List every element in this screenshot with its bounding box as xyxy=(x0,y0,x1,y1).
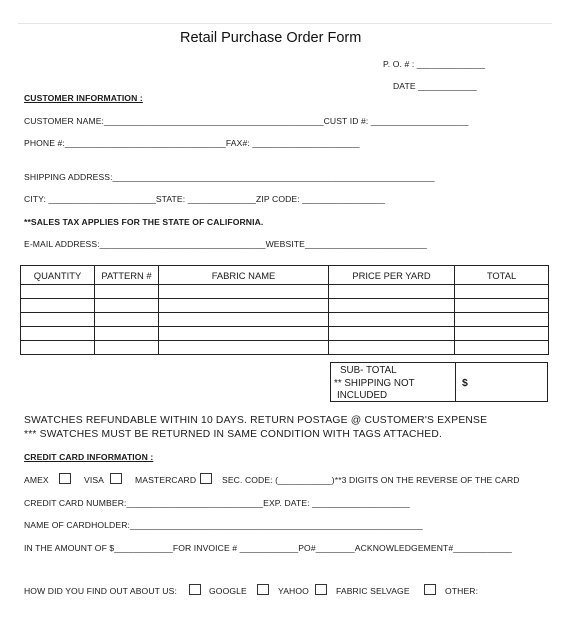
table-row xyxy=(21,313,549,327)
subtotal-label xyxy=(334,365,415,403)
amex-label: AMEX xyxy=(24,475,49,485)
customer-info-heading: CUSTOMER INFORMATION : xyxy=(24,93,143,103)
table-row xyxy=(21,285,549,299)
column-header: QUANTITY xyxy=(21,266,95,285)
po-number-field[interactable]: P. O. # : ______________ xyxy=(383,59,486,69)
mastercard-checkbox[interactable] xyxy=(200,473,212,484)
table-cell[interactable] xyxy=(455,313,549,327)
table-cell[interactable] xyxy=(95,299,159,313)
table-cell[interactable] xyxy=(159,327,329,341)
table-cell[interactable] xyxy=(21,313,95,327)
table-header-row xyxy=(21,266,549,285)
subtotal-box xyxy=(330,362,548,402)
table-cell[interactable] xyxy=(455,341,549,355)
referral-question: HOW DID YOU FIND OUT ABOUT US: xyxy=(24,586,177,596)
column-header: TOTAL xyxy=(455,266,549,285)
table-row xyxy=(21,299,549,313)
table-cell[interactable] xyxy=(21,327,95,341)
subtotal-text: SUB- TOTAL xyxy=(340,365,397,376)
table-row xyxy=(21,327,549,341)
visa-label: VISA xyxy=(84,475,104,485)
visa-checkbox[interactable] xyxy=(110,473,122,484)
yahoo-checkbox[interactable] xyxy=(257,584,269,595)
customer-name-field[interactable]: CUSTOMER NAME:_____________________________________________CUST ID #: ____________________ xyxy=(24,116,469,126)
shipping-note-text: ** SHIPPING NOT xyxy=(334,377,415,389)
subtotal-divider xyxy=(455,363,456,401)
table-cell[interactable] xyxy=(455,327,549,341)
cardholder-name-field[interactable]: NAME OF CARDHOLDER:____________________________________________________________ xyxy=(24,520,423,530)
table-cell[interactable] xyxy=(21,299,95,313)
subtotal-amount[interactable]: $ xyxy=(462,377,468,389)
table-cell[interactable] xyxy=(95,313,159,327)
table-cell[interactable] xyxy=(95,285,159,299)
phone-fax-field[interactable]: PHONE #:_________________________________FAX#: ______________________ xyxy=(24,138,360,148)
table-cell[interactable] xyxy=(159,341,329,355)
table-cell[interactable] xyxy=(95,341,159,355)
refund-note: SWATCHES REFUNDABLE WITHIN 10 DAYS. RETURN POSTAGE @ CUSTOMER'S EXPENSE xyxy=(24,415,488,426)
email-website-field[interactable]: E-MAIL ADDRESS:__________________________________WEBSITE_________________________ xyxy=(24,239,427,249)
security-code-field[interactable]: SEC. CODE: (___________)**3 DIGITS ON THE REVERSE OF THE CARD xyxy=(222,475,520,485)
form-title: Retail Purchase Order Form xyxy=(180,30,362,46)
table-cell[interactable] xyxy=(159,313,329,327)
table-cell[interactable] xyxy=(329,285,455,299)
amount-invoice-field[interactable]: IN THE AMOUNT OF $____________FOR INVOICE # ____________PO#________ACKNOWLEDGEMENT#____________ xyxy=(24,543,512,553)
fabric-selvage-label: FABRIC SELVAGE xyxy=(336,586,410,596)
table-cell[interactable] xyxy=(21,341,95,355)
fabric-selvage-checkbox[interactable] xyxy=(315,584,327,595)
table-cell[interactable] xyxy=(455,285,549,299)
table-cell[interactable] xyxy=(159,299,329,313)
table-cell[interactable] xyxy=(95,327,159,341)
table-cell[interactable] xyxy=(329,327,455,341)
return-condition-note: *** SWATCHES MUST BE RETURNED IN SAME CONDITION WITH TAGS ATTACHED. xyxy=(24,429,443,440)
column-header: FABRIC NAME xyxy=(159,266,329,285)
top-divider xyxy=(18,23,552,24)
yahoo-label: YAHOO xyxy=(278,586,309,596)
other-label: OTHER: xyxy=(445,586,479,596)
google-label: GOOGLE xyxy=(209,586,247,596)
order-items-table xyxy=(20,265,549,355)
shipping-note-text-2: INCLUDED xyxy=(337,390,388,401)
city-state-zip-field[interactable]: CITY: ______________________STATE: ______________ZIP CODE: _________________ xyxy=(24,194,386,204)
column-header: PRICE PER YARD xyxy=(329,266,455,285)
google-checkbox[interactable] xyxy=(189,584,201,595)
mastercard-label: MASTERCARD xyxy=(135,475,197,485)
table-cell[interactable] xyxy=(21,285,95,299)
date-field[interactable]: DATE ____________ xyxy=(393,81,477,91)
table-cell[interactable] xyxy=(329,313,455,327)
column-header: PATTERN # xyxy=(95,266,159,285)
table-cell[interactable] xyxy=(455,299,549,313)
table-cell[interactable] xyxy=(329,299,455,313)
sales-tax-note: **SALES TAX APPLIES FOR THE STATE OF CALIFORNIA. xyxy=(24,217,264,227)
amex-checkbox[interactable] xyxy=(59,473,71,484)
table-cell[interactable] xyxy=(159,285,329,299)
table-cell[interactable] xyxy=(329,341,455,355)
credit-card-heading: CREDIT CARD INFORMATION : xyxy=(24,452,154,462)
table-row xyxy=(21,341,549,355)
card-number-field[interactable]: CREDIT CARD NUMBER:____________________________EXP. DATE: ____________________ xyxy=(24,498,410,508)
shipping-address-field[interactable]: SHIPPING ADDRESS:__________________________________________________________________ xyxy=(24,172,435,182)
other-checkbox[interactable] xyxy=(424,584,436,595)
